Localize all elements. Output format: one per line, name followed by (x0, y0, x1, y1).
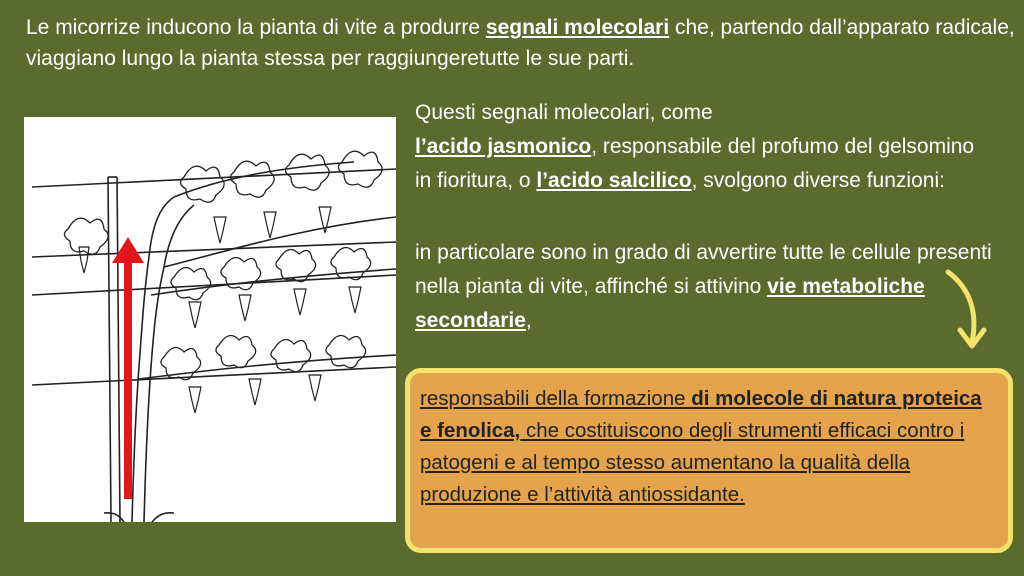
paragraph1-part3: , svolgono diverse funzioni: (691, 169, 945, 192)
intro-highlight: segnali molecolari (485, 16, 670, 39)
callout-part2: che costituiscono degli strumenti efficaci contro i patogeni e al tempo stesso aumentano la qualità della produzione e l’attività antiossidante. (420, 419, 965, 506)
curved-arrow-down-icon (940, 268, 990, 354)
grapevine-illustration (24, 117, 396, 522)
paragraph1-part1: Questi segnali molecolari, come (415, 101, 713, 124)
callout-text (420, 383, 994, 511)
intro-part1: Le micorrize inducono la pianta di vite a produrre (26, 16, 486, 39)
callout-bold: di molecole di natura proteica e fenolica, (420, 387, 982, 442)
term-secondary-pathways: vie metaboliche secondarie (415, 275, 925, 332)
grapevine-drawing (24, 117, 396, 522)
paragraph-acids (415, 96, 995, 198)
callout-box (405, 368, 1013, 553)
paragraph1-part2: , responsabile del profumo del gelsomino in fioritura, o (415, 135, 975, 192)
callout-part1: responsabili della formazione (420, 387, 692, 410)
paragraph-pathways (415, 236, 995, 338)
intro-text (26, 12, 1016, 74)
paragraph2-part1: in particolare sono in grado di avvertire tutte le cellule presenti nella pianta di vite, affinché si attivino (415, 241, 992, 298)
term-jasmonic-acid: l’acido jasmonico (415, 135, 592, 158)
intro-part2: che, partendo dall’apparato radicale, viaggiano lungo la pianta stessa per raggiungeretutte le sue parti. (26, 16, 1015, 70)
paragraph2-part2: , (525, 309, 532, 332)
term-salicylic-acid: l’acido salcilico (536, 169, 692, 192)
